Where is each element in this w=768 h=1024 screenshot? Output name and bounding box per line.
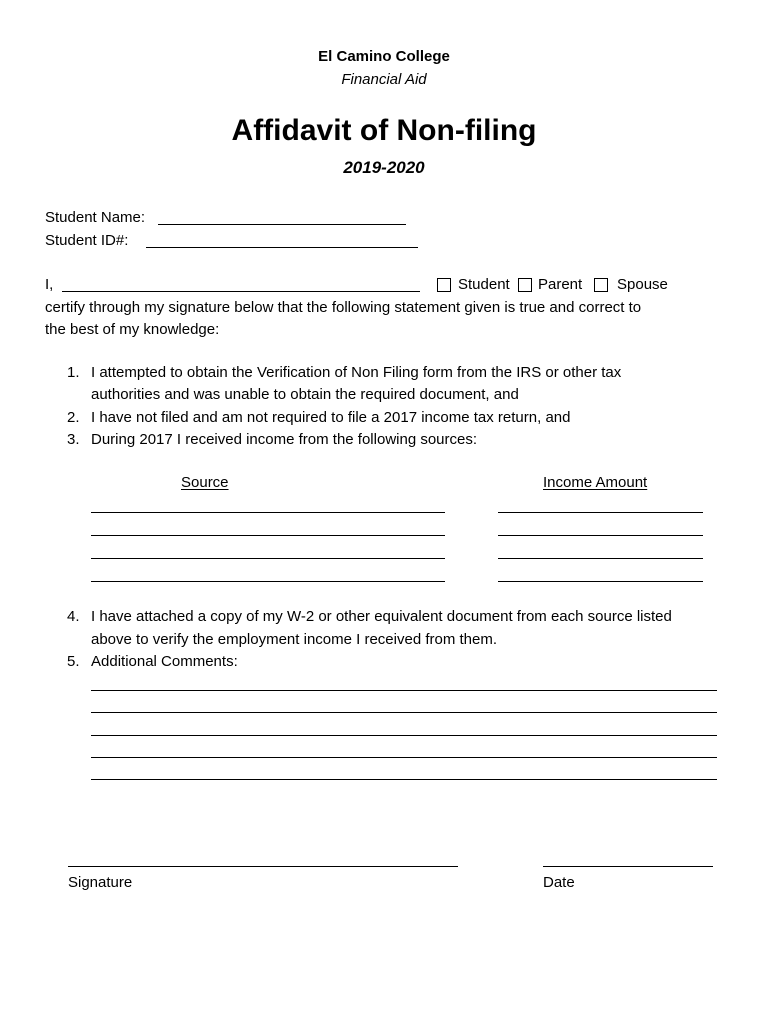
- certify-statement-line1: certify through my signature below that the following statement given is true and correct to: [45, 299, 642, 316]
- date-label: Date: [543, 874, 575, 891]
- source-line-1[interactable]: [91, 512, 445, 513]
- item-4-number: 4.: [67, 608, 80, 625]
- amount-line-4[interactable]: [498, 581, 703, 582]
- item-3-line1: During 2017 I received income from the following sources:: [91, 431, 478, 448]
- parent-option-label: Parent: [538, 276, 583, 293]
- parent-checkbox[interactable]: [518, 278, 532, 292]
- college-name: El Camino College: [318, 48, 450, 65]
- department-name: Financial Aid: [341, 71, 427, 88]
- source-column-header: Source: [181, 474, 229, 491]
- comment-line-4[interactable]: [91, 757, 717, 758]
- certifier-name-field[interactable]: [62, 291, 420, 292]
- certify-prefix: I,: [45, 276, 54, 293]
- student-name-label: Student Name:: [45, 209, 146, 226]
- item-1-number: 1.: [67, 364, 80, 381]
- comment-line-2[interactable]: [91, 712, 717, 713]
- document-title: Affidavit of Non-filing: [231, 114, 537, 147]
- comment-line-3[interactable]: [91, 735, 717, 736]
- item-3-number: 3.: [67, 431, 80, 448]
- item-5-number: 5.: [67, 653, 80, 670]
- comment-line-5[interactable]: [91, 779, 717, 780]
- item-1-line2: authorities and was unable to obtain the required document, and: [91, 386, 519, 403]
- document-year: 2019-2020: [343, 158, 425, 177]
- source-line-4[interactable]: [91, 581, 445, 582]
- date-line[interactable]: [543, 866, 713, 867]
- amount-line-1[interactable]: [498, 512, 703, 513]
- student-checkbox[interactable]: [437, 278, 451, 292]
- source-line-3[interactable]: [91, 558, 445, 559]
- spouse-checkbox[interactable]: [594, 278, 608, 292]
- item-1-line1: I attempted to obtain the Verification of Non Filing form from the IRS or other tax: [91, 364, 622, 381]
- amount-line-3[interactable]: [498, 558, 703, 559]
- student-id-label: Student ID#:: [45, 232, 129, 249]
- income-amount-column-header: Income Amount: [543, 474, 648, 491]
- comment-line-1[interactable]: [91, 690, 717, 691]
- student-id-field[interactable]: [146, 247, 418, 248]
- item-2-line1: I have not filed and am not required to file a 2017 income tax return, and: [91, 409, 571, 426]
- source-line-2[interactable]: [91, 535, 445, 536]
- item-5-line1: Additional Comments:: [91, 653, 238, 670]
- certify-statement-line2: the best of my knowledge:: [45, 321, 220, 338]
- signature-label: Signature: [68, 874, 133, 891]
- student-option-label: Student: [458, 276, 510, 293]
- item-4-line1: I have attached a copy of my W-2 or other equivalent document from each source listed: [91, 608, 672, 625]
- item-2-number: 2.: [67, 409, 80, 426]
- item-4-line2: above to verify the employment income I received from them.: [91, 631, 498, 648]
- student-name-field[interactable]: [158, 224, 406, 225]
- amount-line-2[interactable]: [498, 535, 703, 536]
- spouse-option-label: Spouse: [617, 276, 668, 293]
- signature-line[interactable]: [68, 866, 458, 867]
